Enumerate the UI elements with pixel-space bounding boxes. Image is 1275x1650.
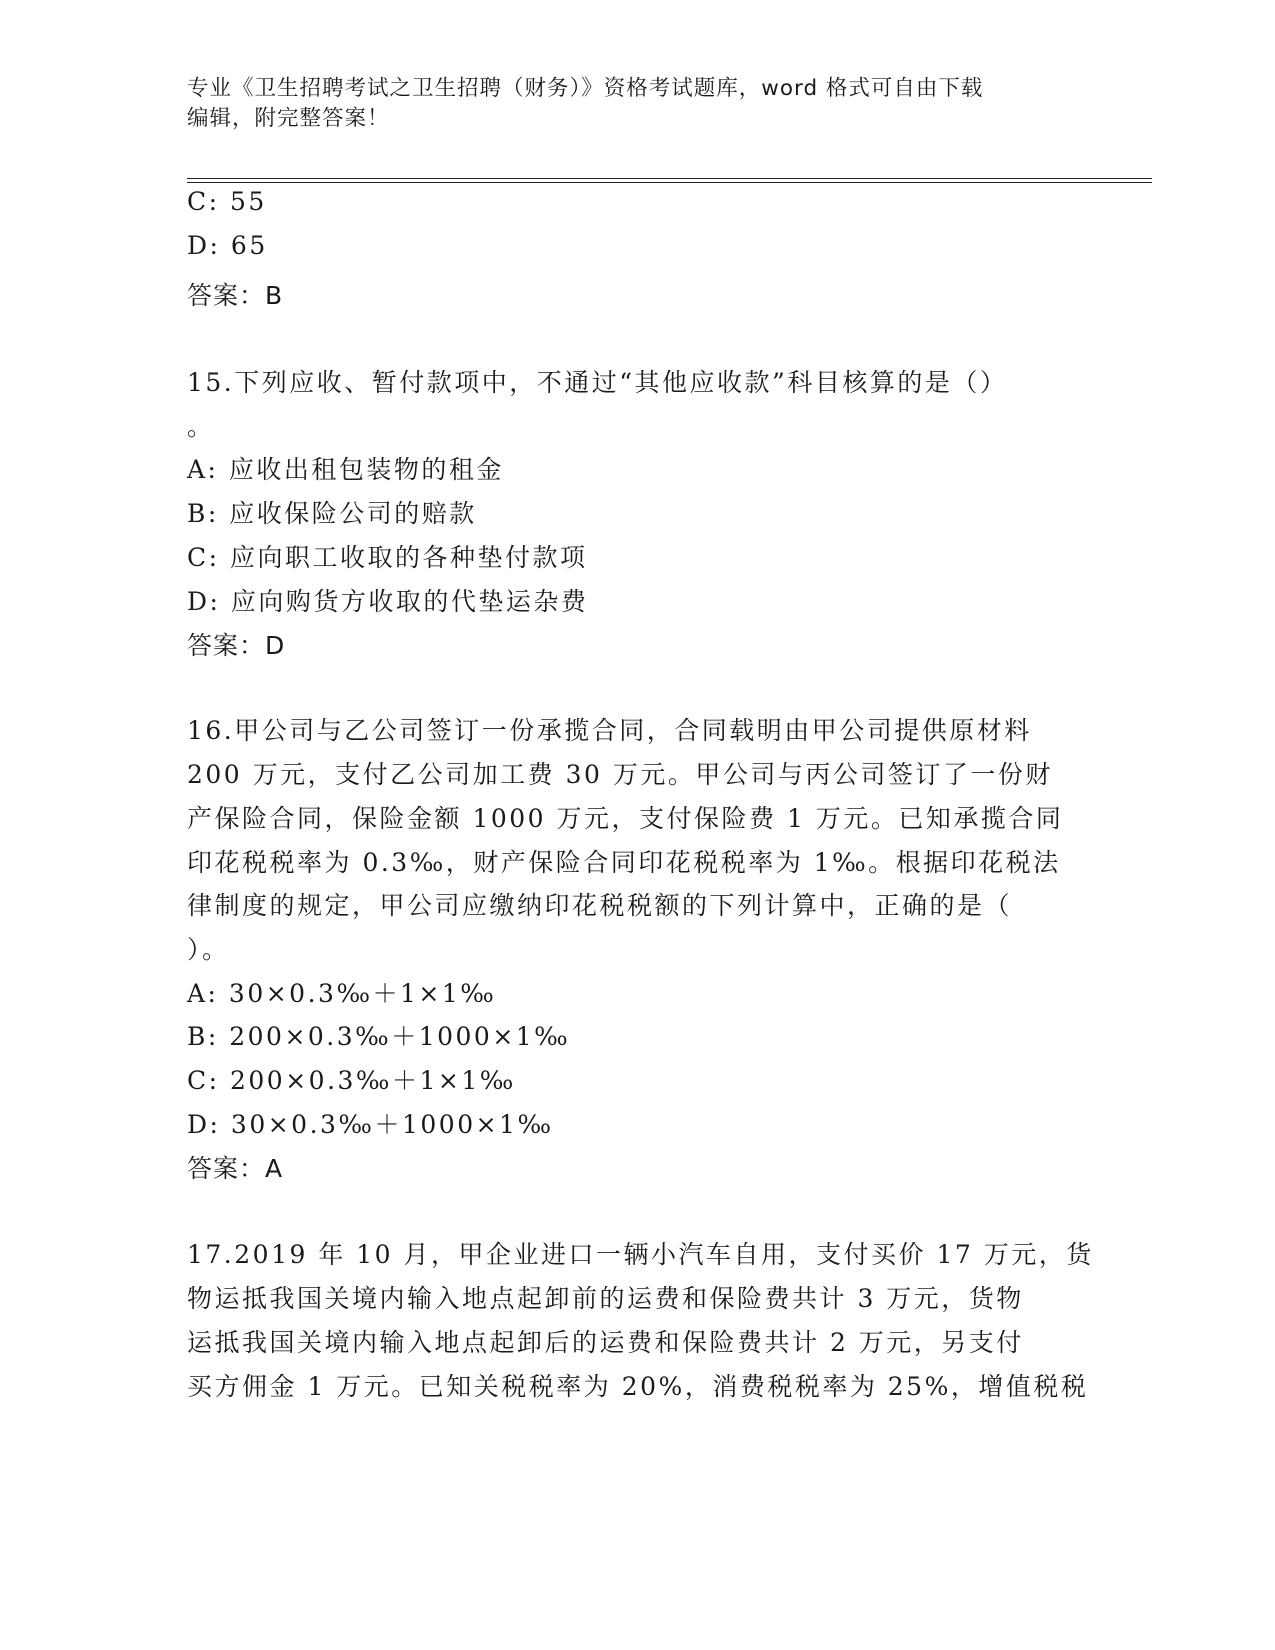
header-line-2: 编辑，附完整答案！: [187, 106, 390, 131]
q16-stem-line-3: 产保险合同，保险金额 1000 万元，支付保险费 1 万元。已知承揽合同: [187, 804, 1064, 833]
q16-option-a: A: 30×0.3‰＋1×1‰: [187, 979, 497, 1008]
q15-option-d: D: 应向购货方收取的代垫运杂费: [187, 587, 589, 616]
q16-stem-line-4: 印花税税率为 0.3‰，财产保险合同印花税税率为 1‰。根据印花税法: [187, 848, 1061, 877]
q16-option-b: B: 200×0.3‰＋1000×1‰: [187, 1022, 571, 1051]
q15-option-a: A: 应收出租包装物的租金: [187, 455, 504, 484]
q14-option-d: D: 65: [187, 231, 268, 260]
header-line-1: 专业《卫生招聘考试之卫生招聘（财务）》资格考试题库，word 格式可自由下载: [187, 76, 984, 101]
page-header: [187, 74, 1087, 134]
q16-stem-line-1: 16.甲公司与乙公司签订一份承揽合同，合同载明由甲公司提供原材料: [187, 716, 1032, 745]
header-divider-bottom: [187, 182, 1152, 183]
q15-stem-line-1: 15.下列应收、暂付款项中，不通过“其他应收款”科目核算的是（）: [187, 368, 1008, 397]
q17-stem-line-2: 物运抵我国关境内输入地点起卸前的运费和保险费共计 3 万元，货物: [187, 1284, 1024, 1313]
q16-answer: 答案：A: [187, 1154, 284, 1183]
header-divider-top: [187, 178, 1152, 179]
q17-stem-line-1: 17.2019 年 10 月，甲企业进口一辆小汽车自用，支付买价 17 万元，货: [187, 1240, 1094, 1269]
q15-option-b: B: 应收保险公司的赔款: [187, 499, 477, 528]
q17-stem-line-4: 买方佣金 1 万元。已知关税税率为 20%，消费税税率为 25%，增值税税: [187, 1372, 1089, 1401]
q16-stem-line-5: 律制度的规定，甲公司应缴纳印花税税额的下列计算中，正确的是（: [187, 891, 1013, 920]
q16-stem-line-2: 200 万元，支付乙公司加工费 30 万元。甲公司与丙公司签订了一份财: [187, 760, 1053, 789]
q14-option-c: C: 55: [187, 187, 267, 216]
q16-option-d: D: 30×0.3‰＋1000×1‰: [187, 1110, 554, 1139]
q15-answer: 答案：D: [187, 631, 286, 660]
q14-answer: 答案：B: [187, 281, 284, 310]
q16-stem-line-6: ）。: [187, 935, 230, 964]
q17-stem-line-3: 运抵我国关境内输入地点起卸后的运费和保险费共计 2 万元，另支付: [187, 1328, 1024, 1357]
q15-option-c: C: 应向职工收取的各种垫付款项: [187, 543, 588, 572]
q15-stem-line-2: 。: [187, 412, 215, 441]
q16-option-c: C: 200×0.3‰＋1×1‰: [187, 1066, 516, 1095]
